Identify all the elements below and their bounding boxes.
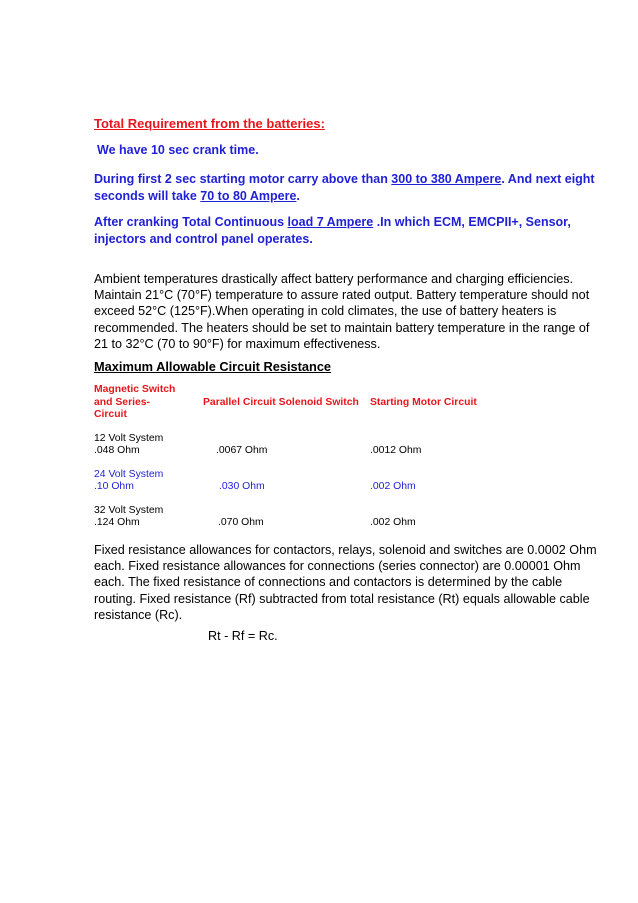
ambient-line: 21 to 32°C (70 to 90°F) for maximum effectiveness.	[94, 336, 381, 351]
table-row	[94, 505, 163, 529]
system-label: 32 Volt System	[94, 505, 164, 516]
current-range-1: 300 to 380 Ampere	[391, 172, 502, 186]
fixed-line: each. Fixed resistance allowances for connections (series connector) are 0.00001 Ohm	[94, 559, 581, 574]
system-label: 12 Volt System	[94, 433, 164, 444]
system-label: 24 Volt System	[94, 469, 164, 480]
col2-value: .030 Ohm	[219, 481, 265, 492]
col1-header-line: and Series-	[94, 396, 151, 408]
continuous-load: load 7 Ampere	[287, 215, 374, 229]
section-heading: Total Requirement from the batteries:	[94, 116, 325, 131]
after-text-2: .In which ECM, EMCPII+, Sensor,	[373, 215, 571, 229]
after-line-2	[94, 230, 313, 248]
crank-time-text: We have 10 sec crank time.	[97, 143, 259, 157]
col1-value: .124 Ohm	[94, 517, 140, 528]
during-line-2	[94, 187, 300, 205]
col1-value: .10 Ohm	[94, 481, 134, 492]
table-row	[94, 433, 163, 457]
fixed-line: each. The fixed resistance of connections and contactors is determined by the cable	[94, 575, 563, 590]
col2-header: Parallel Circuit Solenoid Switch	[203, 397, 359, 408]
fixed-line: routing. Fixed resistance (Rf) subtracted from total resistance (Rt) equals allowable cable	[94, 591, 590, 606]
resistance-formula: Rt - Rf = Rc.	[208, 629, 278, 643]
ambient-paragraph	[94, 271, 589, 352]
ambient-line: Ambient temperatures drastically affect battery performance and charging efficiencies.	[94, 272, 574, 286]
fixed-line: Fixed resistance allowances for contactors, relays, solenoid and switches are 0.0002 Ohm	[94, 543, 597, 557]
during-text-2: . And next eight	[501, 172, 595, 186]
col3-value: .002 Ohm	[370, 481, 416, 492]
during-text-4: .	[296, 189, 300, 203]
ambient-line: exceed 52°C (125°F).When operating in cold climates, the use of battery heaters is	[94, 304, 557, 319]
col2-value: .0067 Ohm	[216, 445, 268, 456]
col3-header: Starting Motor Circuit	[370, 397, 477, 408]
during-text-1: During first 2 sec starting motor carry above than	[94, 172, 392, 186]
during-text-3: seconds will take	[94, 189, 201, 203]
current-range-2: 70 to 80 Ampere	[200, 189, 297, 203]
col1-header-line: Magnetic Switch	[94, 384, 176, 395]
after-text-3: injectors and control panel operates.	[94, 232, 313, 246]
col3-value: .002 Ohm	[370, 517, 416, 528]
col1-value: .048 Ohm	[94, 445, 140, 456]
fixed-resistance-paragraph	[94, 542, 597, 623]
ambient-line: Maintain 21°C (70°F) temperature to assure rated output. Battery temperature should not	[94, 288, 590, 303]
col3-value: .0012 Ohm	[370, 445, 422, 456]
after-line-1	[94, 213, 571, 231]
col1-header-line: Circuit	[94, 409, 127, 420]
table-row	[94, 469, 163, 493]
during-line-1	[94, 170, 595, 188]
after-text-1: After cranking Total Continuous	[94, 215, 288, 229]
fixed-line: resistance (Rc).	[94, 607, 183, 622]
col2-value: .070 Ohm	[218, 517, 264, 528]
ambient-line: recommended. The heaters should be set to maintain battery temperature in the range of	[94, 320, 590, 335]
col1-header	[94, 384, 175, 422]
resistance-title: Maximum Allowable Circuit Resistance	[94, 359, 332, 374]
